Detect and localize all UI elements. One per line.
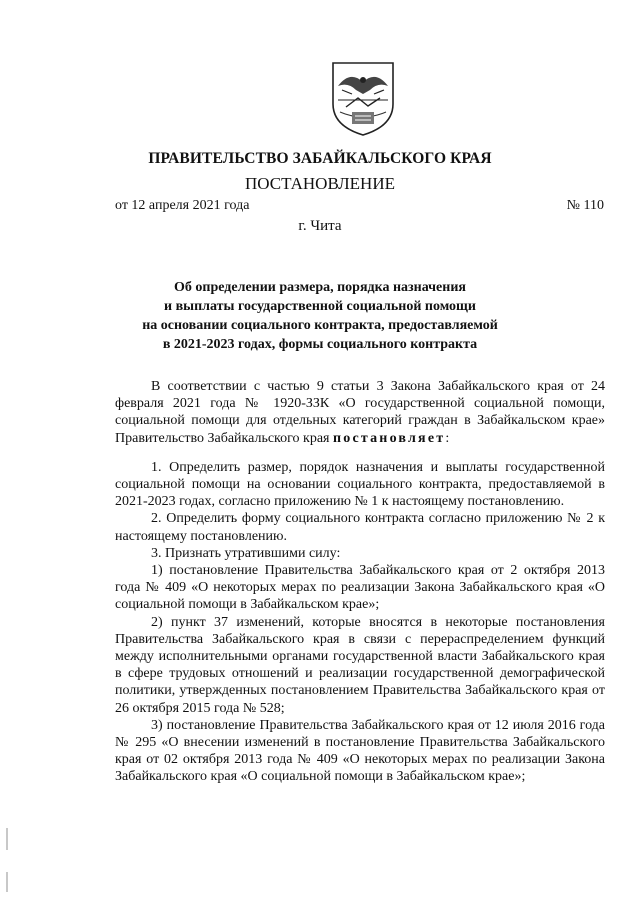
document-type: ПОСТАНОВЛЕНИЕ bbox=[244, 174, 395, 193]
document-city: г. Чита bbox=[298, 218, 342, 234]
subclause-2: 2) пункт 37 изменений, которые вносятся в некоторые постановления Правительства Забайкальского края в связи с перераспределением функций между исполнительными органами государственной власти Забайкальского края в сфере трудовых отношений и реализации государственной демографической политики, утвержденных постановлением Правительства Забайкальского края от 26 октября 2015 года № 528; bbox=[115, 614, 605, 716]
scan-margin-mark bbox=[6, 872, 8, 892]
document-number: № 110 bbox=[566, 198, 604, 213]
clause-1: 1. Определить размер, порядок назначения и выплаты государственной социальной помощи на основании социального контракта, предоставляемой в 2021-2023 годах, согласно приложению № 1 к настоящему постановлению. bbox=[115, 459, 605, 510]
coat-of-arms-emblem bbox=[330, 60, 396, 138]
preamble-paragraph bbox=[115, 378, 605, 447]
subclause-3: 3) постановление Правительства Забайкальского края от 12 июля 2016 года № 295 «О внесении изменений в постановление Правительства Забайкальского края от 02 октября 2013 года № 409 «О некоторых мерах по реализации Закона Забайкальского края «О социальной помощи в Забайкальском крае»; bbox=[115, 717, 605, 785]
clause-2: 2. Определить форму социального контракта согласно приложению № 2 к настоящему постановлению. bbox=[115, 511, 605, 544]
subject-line: в 2021-2023 годах, формы социального контракта bbox=[162, 337, 478, 352]
decision-word: постановляет bbox=[332, 430, 446, 446]
subject-line: и выплаты государственной социальной помощи bbox=[164, 299, 476, 314]
government-title: ПРАВИТЕЛЬСТВО ЗАБАЙКАЛЬСКОГО КРАЯ bbox=[148, 150, 492, 167]
document-subject bbox=[0, 278, 640, 354]
preamble-colon: : bbox=[445, 430, 450, 446]
subject-line: Об определении размера, порядка назначения bbox=[174, 280, 466, 295]
document-date: от 12 апреля 2021 года bbox=[115, 198, 250, 213]
subject-line: на основании социального контракта, предоставляемой bbox=[142, 318, 498, 333]
document-body bbox=[115, 378, 605, 786]
subclause-1: 1) постановление Правительства Забайкальского края от 2 октября 2013 года № 409 «О некоторых мерах по реализации Закона Забайкальского края «О социальной помощи в Забайкальском крае»; bbox=[115, 563, 605, 613]
clause-3: 3. Признать утратившими силу: bbox=[151, 545, 341, 561]
scan-margin-mark bbox=[6, 828, 8, 850]
preamble-text: В соответствии с частью 9 статьи 3 Закона Забайкальского края от 24 февраля 2021 года № 1920-ЗЗК «О государственной социальной помощи, социальной помощи для отдельных категорий граждан в Забайкальском крае» Правительство Забайкальского края bbox=[115, 379, 605, 446]
